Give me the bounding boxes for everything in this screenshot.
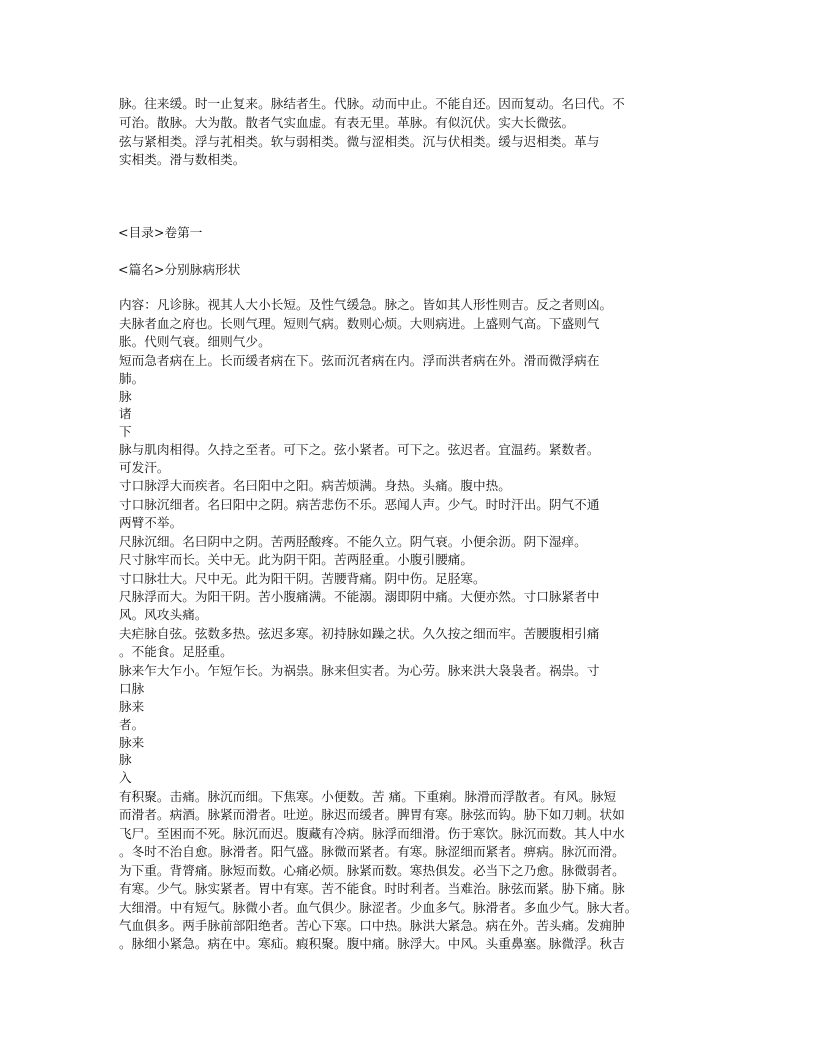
text-line: 而滑者。病酒。脉紧而滑者。吐逆。脉迟而缓者。脾胃有寒。脉弦而钩。胁下如刀刺。状如 (119, 807, 625, 822)
text-line: 者。 (119, 717, 145, 732)
text-line: 脉 (119, 389, 132, 404)
text-line: 弦与紧相类。浮与芤相类。软与弱相类。微与涩相类。沉与伏相类。缓与迟相类。革与 (119, 134, 600, 149)
text-line: 口脉 (119, 681, 145, 696)
text-line: 脉与肌肉相得。久持之至者。可下之。弦小紧者。可下之。弦迟者。宜温药。紧数者。 (119, 442, 600, 457)
text-line: 尺脉沉细。名曰阴中之阴。苦两胫酸疼。不能久立。阴气衰。小便余沥。阴下湿痒。 (119, 534, 587, 549)
text-line: 寸口脉壮大。尺中无。此为阳干阴。苦腰背痛。阴中伤。足胫寒。 (119, 571, 486, 586)
section-heading: <篇名>分别脉病形状 (118, 262, 241, 277)
text-line: 。不能食。足胫重。 (119, 644, 233, 659)
text-line: 气血俱多。两手脉前部阳绝者。苦心下寒。口中热。脉洪大紧急。病在外。苦头痛。发痈肿 (119, 918, 625, 933)
text-line: 入 (119, 770, 132, 785)
text-line: 实相类。滑与数相类。 (119, 152, 246, 167)
text-line: 两臂不举。 (119, 515, 183, 530)
text-line: 寸口脉沉细者。名曰阳中之阴。病苦悲伤不乐。恶闻人声。少气。时时汗出。阴气不通 (119, 497, 600, 512)
text-line: 脉来 (119, 735, 145, 750)
text-line: 飞尸。至困而不死。脉沉而迟。腹藏有冷病。脉浮而细滑。伤于寒饮。脉沉而数。其人中水 (119, 826, 625, 841)
text-line: 脉 (119, 752, 132, 767)
text-line: 风。风攻头痛。 (119, 607, 208, 622)
catalog-heading: <目录>卷第一 (118, 225, 203, 240)
text-line: 肺。 (119, 371, 145, 386)
text-line: 胀。代则气衰。细则气少。 (119, 334, 271, 349)
text-line: 大细滑。中有短气。脉微小者。血气俱少。脉涩者。少血多气。脉滑者。多血少气。脉大者。 (119, 900, 638, 915)
text-line: 可治。散脉。大为散。散者气实血虚。有表无里。革脉。有似沉伏。实大长微弦。 (119, 115, 575, 130)
text-line: 有积聚。击痛。脉沉而细。下焦寒。小便数。苦 痛。下重痢。脉滑而浮散者。有风。脉短 (119, 789, 617, 804)
text-line: 诸 (119, 406, 132, 421)
text-line: 脉。往来缓。时一止复来。脉结者生。代脉。动而中止。不能自还。因而复动。名曰代。不 (119, 96, 625, 111)
text-line: 可发汗。 (119, 460, 170, 475)
text-line: 脉来乍大乍小。乍短乍长。为祸祟。脉来但实者。为心劳。脉来洪大袅袅者。祸祟。寸 (119, 663, 600, 678)
text-line: 有寒。少气。脉实紧者。胃中有寒。苦不能食。时时利者。当难治。脉弦而紧。胁下痛。脉 (119, 881, 625, 896)
text-line: 尺脉浮而大。为阳干阴。苦小腹痛满。不能溺。溺即阴中痛。大便亦然。寸口脉紧者中 (119, 589, 600, 604)
text-line: 夫脉者血之府也。长则气理。短则气病。数则心烦。大则病进。上盛则气高。下盛则气 (119, 316, 600, 331)
text-line: 。脉细小紧急。病在中。寒疝。瘕积聚。腹中痛。脉浮大。中风。头重鼻塞。脉微浮。秋吉 (119, 936, 625, 951)
text-line: 寸口脉浮大而疾者。名曰阳中之阳。病苦烦满。身热。头痛。腹中热。 (119, 478, 511, 493)
text-line: 下 (119, 424, 132, 439)
text-line: 为下重。背膂痛。脉短而数。心痛必烦。脉紧而数。寒热俱发。必当下之乃愈。脉微弱者。 (119, 863, 625, 878)
text-line: 尺寸脉牢而长。关中无。此为阴干阳。苦两胫重。小腹引腰痛。 (119, 552, 474, 567)
text-line: 短而急者病在上。长而缓者病在下。弦而沉者病在内。浮而洪者病在外。滑而微浮病在 (119, 353, 600, 368)
text-line: 。冬时不治自愈。脉滑者。阳气盛。脉微而紧者。有寒。脉涩细而紧者。痹病。脉沉而滑。 (119, 844, 625, 859)
text-line: 内容：凡诊脉。视其人大小长短。及性气缓急。脉之。皆如其人形性则吉。反之者则凶。 (119, 297, 613, 312)
text-line: 脉来 (119, 699, 145, 714)
text-line: 夫疟脉自弦。弦数多热。弦迟多寒。初持脉如躁之状。久久按之细而牢。苦腰腹相引痛 (119, 626, 600, 641)
